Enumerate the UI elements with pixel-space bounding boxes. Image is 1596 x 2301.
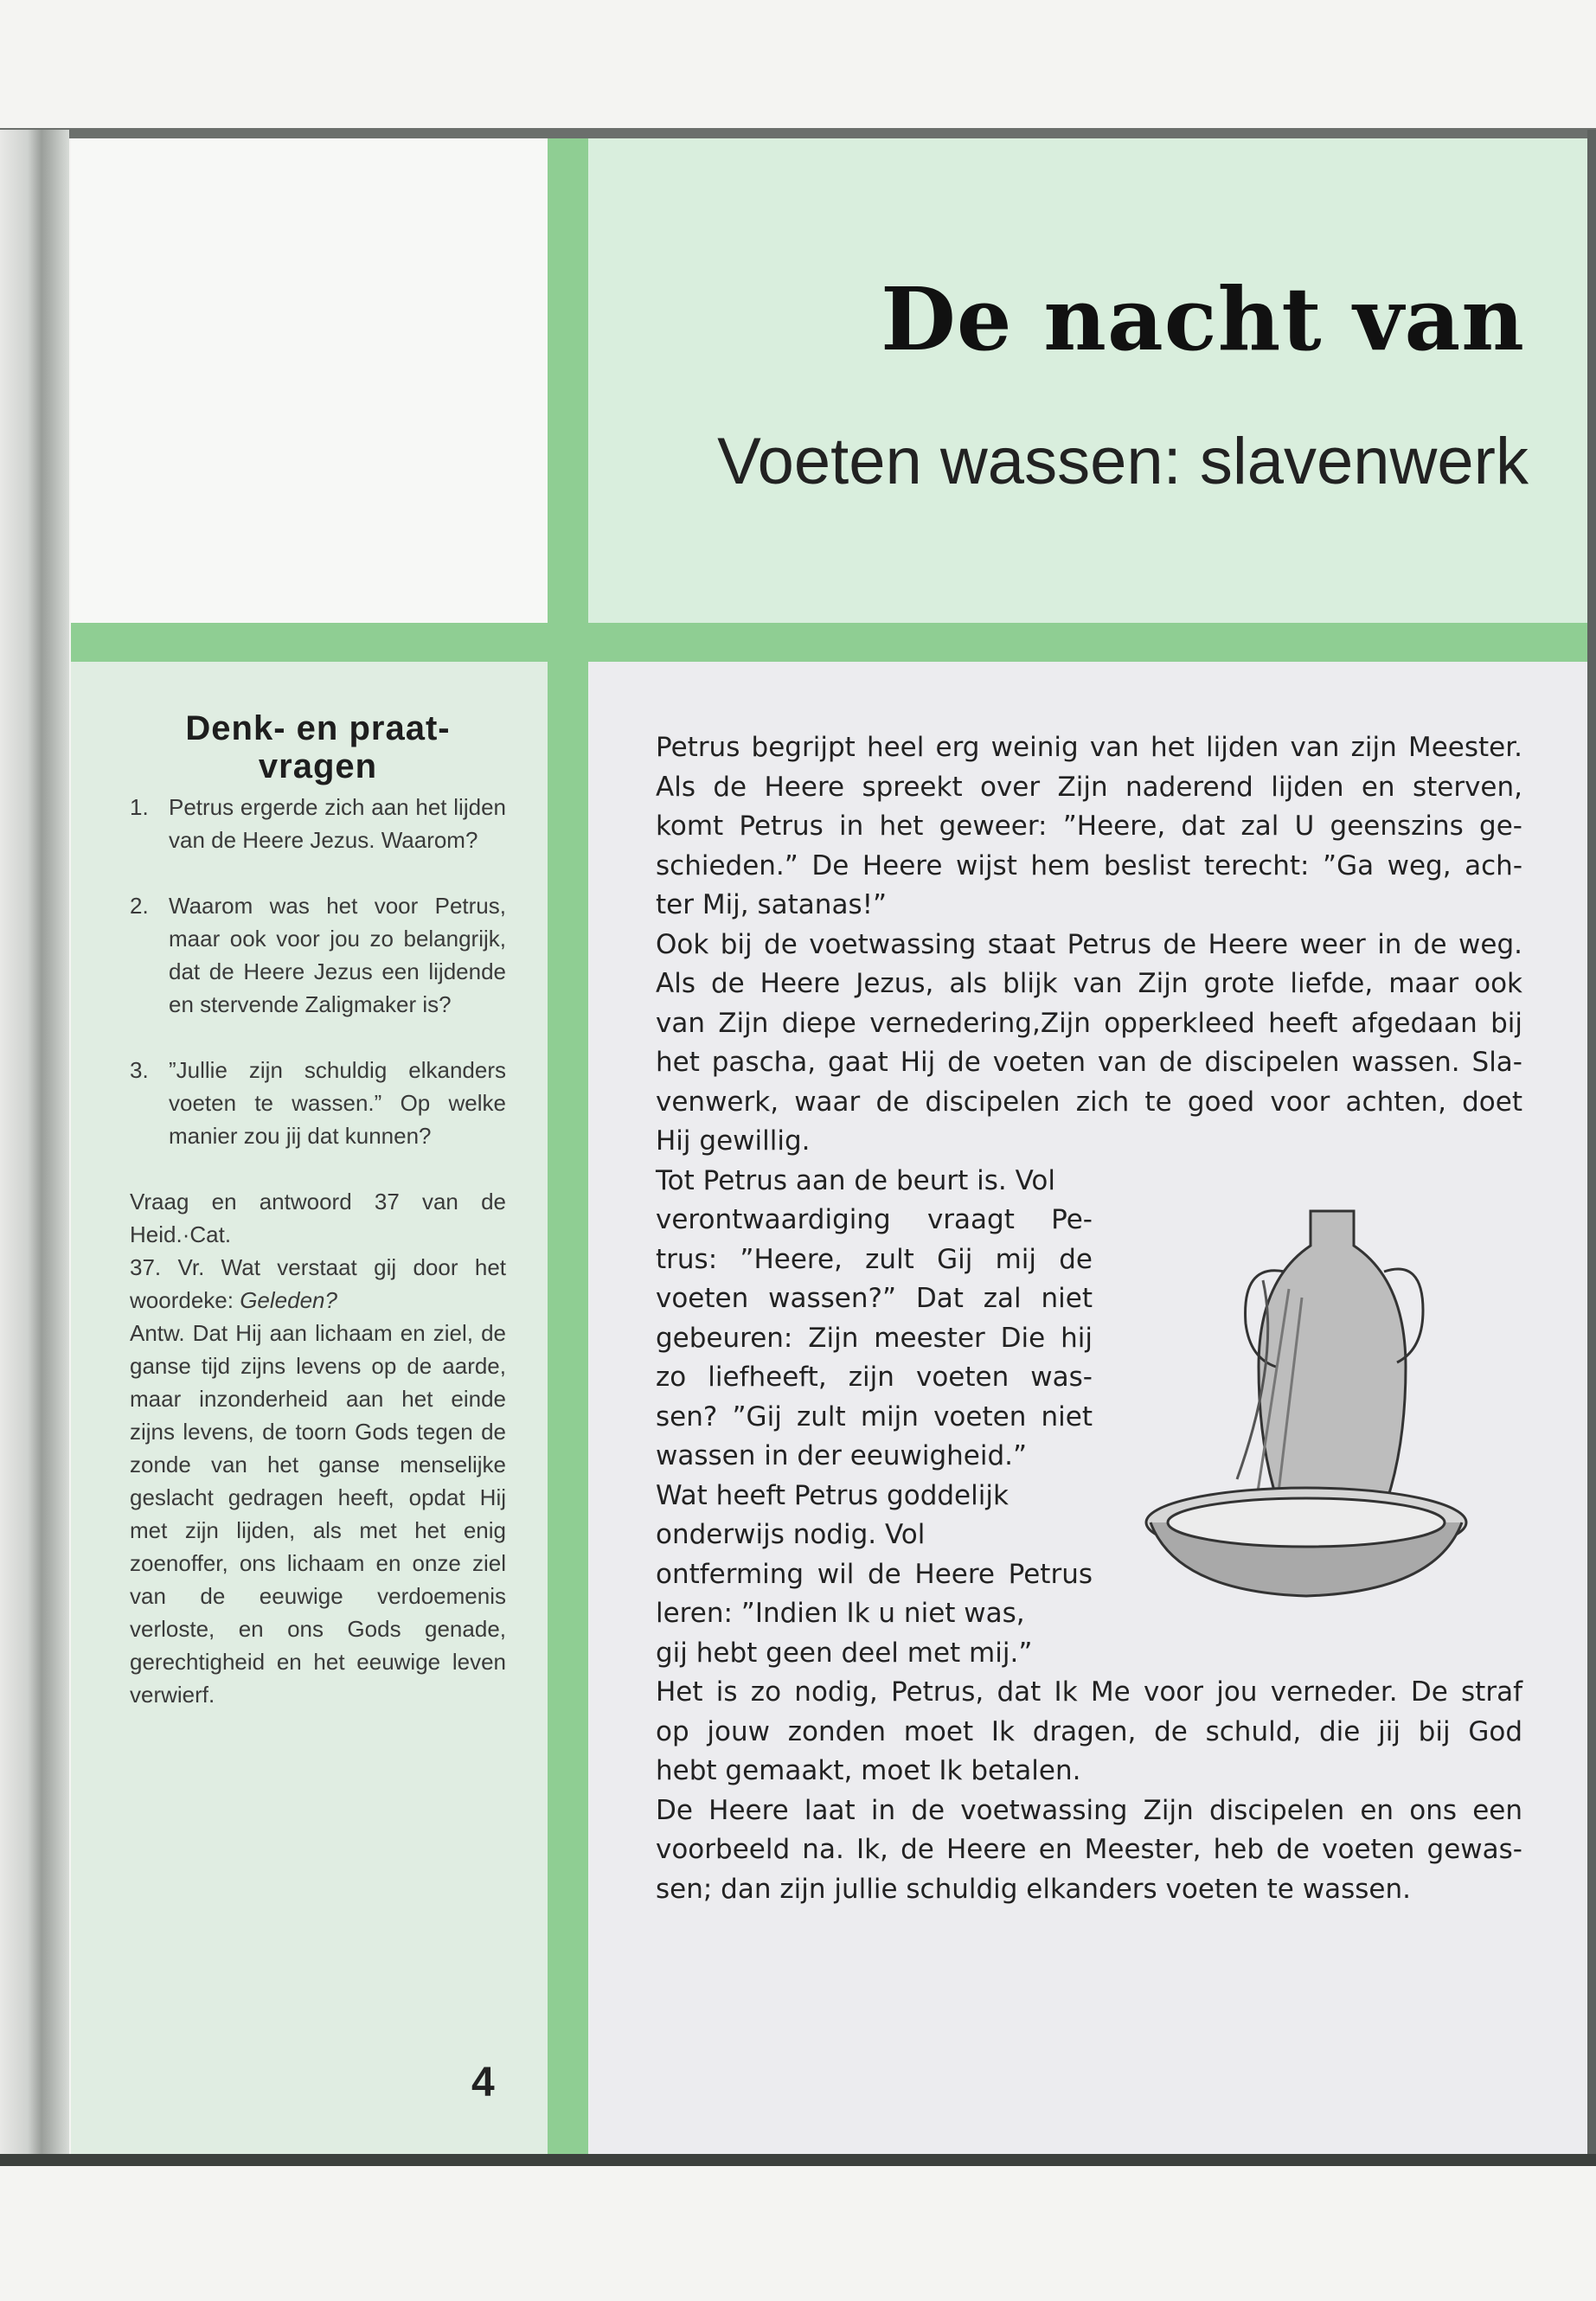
text-line: komt Petrus in het geweer: ”Heere, dat zal U geenszins ge- bbox=[656, 811, 1522, 842]
text-line: wassen in der eeuwigheid.” bbox=[656, 1440, 1028, 1471]
catechism-intro: Vraag en antwoord 37 van de Heid.·Cat. bbox=[130, 1189, 506, 1247]
text-line: het pascha, gaat Hij de voeten van de discipelen wassen. Sla- bbox=[656, 1047, 1522, 1078]
sidebar-top-panel bbox=[71, 138, 548, 623]
text-line: De Heere laat in de voetwassing Zijn discipelen en ons een bbox=[656, 1794, 1522, 1826]
book-spine-edge bbox=[0, 130, 69, 2163]
text-line: Als de Heere spreekt over Zijn naderend lijden en sterven, bbox=[656, 771, 1522, 803]
text-line: gij hebt geen deel met mij.” bbox=[656, 1637, 1033, 1669]
page-subtitle: Voeten wassen: slavenwerk bbox=[717, 425, 1529, 498]
paragraph-block-3 bbox=[656, 1673, 1522, 1909]
question-item: 1. Petrus ergerde zich aan het lijden van de Heere Jezus. Waarom? bbox=[130, 794, 506, 853]
text-line: voorbeeld na. Ik, de Heere en Meester, heb de voeten gewas- bbox=[656, 1834, 1522, 1865]
text-line: van Zijn diepe vernedering,Zijn opperkleed heeft afgedaan bij bbox=[656, 1007, 1522, 1039]
text-line: voeten wassen?” Dat zal niet bbox=[656, 1283, 1093, 1314]
questions-heading: Denk- en praat- vragen bbox=[185, 709, 451, 785]
text-line: venwerk, waar de discipelen zich te goed voor achten, doet bbox=[656, 1086, 1522, 1118]
text-line: hebt gemaakt, moet Ik betalen. bbox=[656, 1755, 1081, 1786]
text-line: ontferming wil de Heere Petrus bbox=[656, 1558, 1093, 1590]
jug-and-basin-icon bbox=[1142, 1194, 1531, 1600]
text-line: Wat heeft Petrus goddelijk bbox=[656, 1479, 1009, 1511]
book-bottom-edge bbox=[0, 2154, 1596, 2166]
text-line: Het is zo nodig, Petrus, dat Ik Me voor jou verneder. De straf bbox=[656, 1676, 1522, 1708]
question-item: 3. ”Jullie zijn schuldig elkanders voeten te wassen.” Op welke manier zou jij dat kunnen? bbox=[130, 1057, 506, 1149]
green-horizontal-bar bbox=[71, 623, 1587, 662]
book-right-edge bbox=[1587, 130, 1596, 2163]
header-panel bbox=[588, 138, 1587, 623]
green-vertical-bar bbox=[548, 138, 588, 2154]
text-line: zo liefheeft, zijn voeten was- bbox=[656, 1362, 1093, 1393]
text-line: gebeuren: Zijn meester Die hij bbox=[656, 1322, 1093, 1354]
catechism-answer: Antw. Dat Hij aan lichaam en ziel, de ganse tijd zijns levens op de aarde, maar inzonderheid aan het einde zijns levens, de toorn Gods tegen de zonde van het ganse menselijke geslacht gedragen heeft, opdat Hij met zijn lijden, als met het enig zoenoffer, ons lichaam en onze ziel van de eeuwige verdoemenis verloste, en ons Gods genade, gerechtigheid en het eeuwige leven verwierf. bbox=[130, 1320, 506, 1708]
text-line: leren: ”Indien Ik u niet was, bbox=[656, 1598, 1025, 1629]
text-line: trus: ”Heere, zult Gij mij de bbox=[656, 1243, 1093, 1275]
text-line: verontwaardiging vraagt Pe- bbox=[656, 1204, 1093, 1235]
discussion-questions bbox=[130, 709, 506, 1711]
text-line: Als de Heere Jezus, als blijk van Zijn grote liefde, maar ook bbox=[656, 968, 1522, 999]
paragraph-block-1 bbox=[656, 728, 1522, 1162]
text-line: Tot Petrus aan de beurt is. Vol bbox=[656, 1164, 1055, 1196]
page-title: De nacht van bbox=[881, 268, 1525, 370]
text-line: Ook bij de voetwassing staat Petrus de Heere weer in de weg. bbox=[656, 928, 1522, 960]
text-line: sen? ”Gij zult mijn voeten niet bbox=[656, 1400, 1093, 1433]
book-top-edge bbox=[0, 128, 1596, 138]
page-number: 4 bbox=[471, 2060, 495, 2106]
text-line: op jouw zonden moet Ik dragen, de schuld, die jij bij God bbox=[656, 1715, 1522, 1747]
question-item: 2. Waarom was het voor Petrus, maar ook voor jou zo belangrijk, dat de Heere Jezus een lijdende en stervende Zaligmaker is? bbox=[130, 893, 506, 1017]
text-line: schieden.” De Heere wijst hem beslist terecht: ”Ga weg, ach- bbox=[656, 849, 1522, 881]
text-line: sen; dan zijn jullie schuldig elkanders voeten te wassen. bbox=[656, 1873, 1411, 1905]
text-line: Petrus begrijpt heel erg weinig van het lijden van zijn Meester. bbox=[656, 732, 1522, 763]
text-line: onderwijs nodig. Vol bbox=[656, 1519, 926, 1550]
catechism-question: 37. Vr. Wat verstaat gij door het woordeke: Geleden? bbox=[130, 1254, 506, 1313]
text-line: ter Mij, satanas!” bbox=[656, 889, 888, 920]
text-line: Hij gewillig. bbox=[656, 1125, 811, 1157]
